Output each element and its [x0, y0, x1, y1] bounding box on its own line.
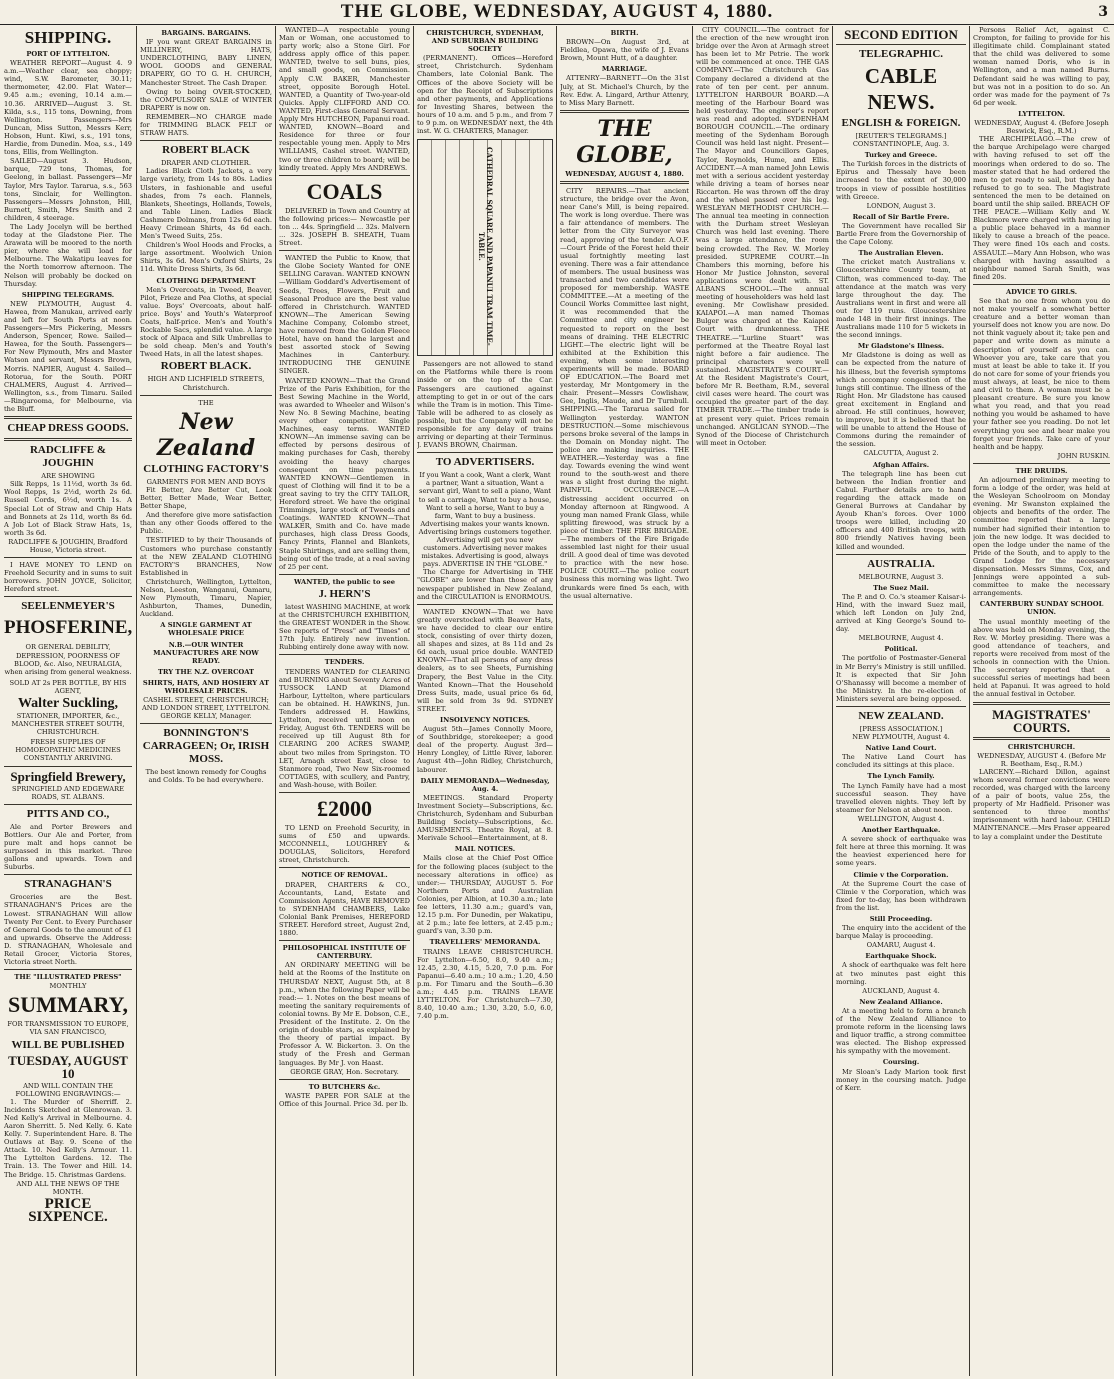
coals-heading: COALS [306, 178, 383, 204]
rj-showing: ARE SHOWING [41, 472, 95, 481]
factory-address: CASHEL STREET, CHRISTCHURCH; AND LONDON STREET, LYTTELTON. [141, 696, 271, 713]
clothing-factory-heading: CLOTHING FACTORY'S [143, 462, 269, 475]
earthquake-heading: Another Earthquake. [861, 826, 941, 835]
price-sixpence: PRICE SIXPENCE. [28, 1195, 108, 1225]
turkey-text: The Turkish forces in the districts of Epirus and Thessaly have been increased to the extent of 30,000 troops in view of possible hostilities with Greece. [836, 160, 966, 201]
column-3 [279, 26, 410, 1376]
australian-eleven-heading: The Australian Eleven. [858, 249, 944, 258]
lyttelton-text: THE ARCHIPELAGO.—The crew of the barque Archipelago were charged with having refused to set off the moorings when ordered to do so. The master stated that he had ordered the men to get ready to sail, but they had refused to go to sea. The Magistrate sentenced the men to be detained on board until the ship sailed. BREACH OF THE PEACE.—William Kelly and W. Blackmore were charged with having in a public place behaved in a manner likely to cause a breach of the peace. They were fined 10s each and costs. ASSAULT.—Mary Ann Hobson, who was charged with having assaulted a neighbour named Sarah Smith, was fined 20s. [973, 135, 1110, 281]
advertisers-heading: TO ADVERTISERS. [435, 456, 535, 469]
column-7 [836, 26, 966, 1376]
coals-text: DELIVERED in Town and Country at the following prices:— Newcastle per ton ... 44s. Springfield ... 32s. Malvern ... 32s. JOSEPH B. SHEATH, Tuam Street. [279, 206, 410, 248]
native-land-heading: Native Land Court. [865, 744, 937, 753]
bargains-text: IF you want GREAT BARGAINS in MILLINERY, HATS, UNDERCLOTHING, BABY LINEN, WOOL GOODS and GENERAL DRAPERY, GO TO G. H. CHURCH, Manchester Street. The Cash Draper. [140, 38, 272, 87]
contains: AND WILL CONTAIN THE FOLLOWING ENGRAVINGS:— [15, 1081, 121, 1098]
advice-heading: ADVICE TO GIRLS. [1005, 287, 1078, 296]
pitts-text: Ale and Porter Brewers and Bottlers. Our Ale and Porter, from pure malt and hops cannot be surpassed in this market. Three gallons and upwards. Town and Suburbs. [4, 822, 132, 872]
court-continued: Persons Relief Act, against C. Crompton, for failing to provide for his illegitimate child. Complainant stated that the child was delivered to some woman named Doris, who is in Wellington, and a man named Burns. Defendant said he was willing to pay, but was not in a position to do so. An order was made for the payment of 7s 6d per week. [973, 26, 1110, 107]
stranaghan-heading: STRANAGHAN'S [24, 878, 112, 891]
port-heading: PORT OF LYTTELTON. [26, 50, 110, 58]
branch-towns: Christchurch, Wellington, Lyttelton, Nelson, Leeston, Wanganui, Oamaru, New Plymouth, Timaru, Napier, Ashburton, Thames, Dunedin, Auckland. [140, 577, 272, 619]
lyttelton-date: WEDNESDAY, August 4. (Before Joseph Beswick, Esq., R.M.) [974, 119, 1109, 136]
pound-text: TO LEND on Freehold Security, in sums of £50 and upwards. MCCONNELL, LOUGHREY & DOUGLAS, Solicitors, Hereford street, Christchurch. [279, 823, 410, 865]
tram-timetable-label: CATHEDRAL SQUARE AND PAPANUI TRAM TIME-TABLE. [477, 146, 495, 346]
bonnington-heading: BONNINGTON'S CARRAGEEN; Or, IRISH MOSS. [142, 727, 270, 766]
birth-heading: BIRTH. [610, 29, 639, 37]
column-rule [136, 26, 137, 1376]
herns-heading: J. HERN'S [318, 587, 371, 600]
tram-timetable [417, 139, 553, 356]
frere-heading: Recall of Sir Bartle Frere. [852, 212, 950, 221]
arrivals-text: WEATHER REPORT—August 4. 9 a.m.—Weather clear, sea choppy; wind, S.W. Barometer, 30.11; thermometer, 42.00. Flat Water—9.45 a.m.; evening, 10.14 a.m.—10.36. ARRIVED—August 3. St. Kilda, s.s., 115 tons, Downing, from Wellington. Passengers—Mrs Duncan, Miss Sutton, Messrs Kerr, Hobson, Hunt. Kiwi, s.s., 191 tons, Hardie, from Dunedin. Moa, s.s., 149 tons, Ellis, from Wellington. [4, 59, 132, 157]
alliance-text: At a meeting held to form a branch of the New Zealand Alliance to promote reform in the licensing laws and liquor traffic, a strong committee was elected. The Bishop expressed his sympathy with the movement. [836, 1006, 966, 1056]
butchers-heading: TO BUTCHERS &c. [308, 1082, 381, 1091]
wanted-ads-2: WANTED the Public to Know, that the Globe Society Wanted for ONE SELLING Caravan. WANTED KNOWN—William Goddard's Advertisement of Seeds, Trees, Flowers, Fruit and Seasonal Produce are the best value offered in Christchurch. WANTED KNOWN—The American Sewing Machine Company, Colombo street, have removed from the Golden Fleece Hotel, have on hand the largest and best assorted stock of Sewing Machines in Canterbury. INTRODUCING THE GENUINE SINGER. [279, 254, 410, 376]
column-4 [417, 26, 553, 1376]
clothing-dept: CLOTHING DEPARTMENT [156, 276, 256, 285]
suez-mail-heading: The Suez Mail. [873, 583, 929, 592]
coursing-heading: Coursing. [882, 1058, 920, 1067]
herns-wanted: WANTED, the public to see [293, 577, 396, 586]
robert-black-heading: ROBERT BLACK [162, 144, 250, 157]
globe-date: WEDNESDAY, AUGUST 4, 1880. [565, 169, 684, 178]
cheap-dress-heading: CHEAP DRESS GOODS. [7, 422, 129, 435]
wanted-ads-1: WANTED—A respectable young Man or Woman, one accustomed to party work; also a Stone Girl. For address apply office of this paper. WANTED, twelve to sell buns, pies, and small goods, on Commission. Apply C.W. BAKER, Manchester street, opposite Borough Hotel. WANTED, a Quantity of Two-year-old Quicks. Apply CLIFFORD AND CO. WANTED, First-class General Servant. Apply Mrs HUTCHEON, Papanui road. WANTED, KNOWN—Board and Residence for three or four respectable young men. Apply to Mrs WILLIAMS, Cashel street. WANTED, two or three children to board; will be kindly treated. Apply Mrs ANDREWS. [279, 26, 410, 172]
still-text: The enquiry into the accident of the barque Malay is proceeding. [836, 924, 966, 941]
wanted-known: WANTED KNOWN—That we have greatly overstocked with Beaver Hats, we have decided to clear our entire stock, consisting of over thirty dozen, all shapes and sizes, at 8s 11d and 2s 6d each, usual price double. WANTED KNOWN—That all persons of any dress dealers, as to see Sheets, Furnishing Drapery, the Best Value in the City. Wanted Known—That the Household Dress Suits, made, usual price 6s 6d, will be sold from 3s 9d. SYDNEY STREET. [417, 607, 553, 713]
press-association: [PRESS ASSOCIATION.] [859, 725, 943, 733]
removal-text: DRAPER, CHARTERS & CO., Accountants, Land, Estate and Commission Agents, HAVE REMOVED to SYDENHAM CHAMBERS, Lake Colonial Bank Premises, HEREFORD STREET. Hereford street, August 2nd, 1880. [279, 880, 410, 938]
new-zealand-heading: New Zealand [156, 408, 256, 461]
testified-text: TESTIFIED to by their Thousands of Customers who purchase constantly at the NEW ZEALAND CLOTHING FACTORY'S BRANCHES, Now Established in [140, 536, 272, 577]
tenders-text: TENDERS WANTED for CLEARING and BURNING about Seventy Acres of TUSSOCK LAND at Diamond Harbour, Lyttelton, where particulars can be obtained. H. HAWKINS, Jun. Tenders addressed H. Hawkins, Lyttelton, received until noon on Friday, August 6th. TENDERS will be received up till August 8th for CLEARING 200 ACRES SWAMP, about two miles from Springston. TO LET, Arnagh street East, close to Stanmore road, Two New Six-roomed COTTAGES, with scullery, and Pantry, and Wash-house, with Boiler. [279, 667, 410, 789]
walter-suckling: Walter Suckling, [17, 696, 119, 711]
australian-eleven-text: The cricket match Australians v. Gloucestershire County team, at Clifton, was commenced to-day. The attendance at the match was very large throughout the day. The Australians went in first and were all out for 119 runs. Gloucestershire made 148 in their first innings. The Australians made 110 for 5 wickets in the second innings. [836, 258, 966, 340]
editorial-body: CITY REPAIRS.—That ancient structure, the bridge over the Avon, near Cane's Mill, is being repaired. The work is long overdue. There was a fair attendance of members. The letter from the City Surveyor was read, approving of the tender. A.O.F.—Court Pride of the Forest held their usual fortnightly meeting last evening. There was a fair attendance of members. The usual business was transacted and two candidates were proposed for membership. WASTE COMMITTEE.—At a meeting of the Council Works Committee last night, it was recommended that the Committee and city engineer be requested to report on the best means of draining. THE ELECTRIC LIGHT.—The electric light will be exhibited at the Exhibition this evening, when some interesting experiments will be made. BOARD OF EDUCATION.—The Board met yesterday, Mr Montgomery in the chair. Present—Messrs Cowlishaw, Gee, Inglis, Maude, and Dr Turnbull. SHIPPING.—The Tararua sailed for Wellington yesterday. WANTON DESTRUCTION.—Some mischievous persons broke several of the lamps in the Domain on Monday night. The police are making inquiries. THE WEATHER.—Yesterday was a fine day. Towards evening the wind went round to the south-west and there was a slight frost during the night. PAINFUL OCCURRENCE.—A distressing accident occurred on Monday afternoon at Ringwood. A young man named Frank Glass, while splitting firewood, was struck by a piece of timber. THE FIRE BRIGADE.—The members of the Fire Brigade assembled last night for their usual drill. A good deal of time was devoted to practice with the new hose. POLICE COURT.—The police court business this morning was light. Two drunkards were fined 5s each, with the usual alternative. [560, 186, 689, 600]
removal-heading: NOTICE OF REMOVAL. [301, 871, 388, 880]
building-society-heading: CHRISTCHURCH, SYDENHAM, AND SUBURBAN BUILDING SOCIETY [426, 29, 544, 54]
christchurch-heading: CHRISTCHURCH. [1007, 742, 1076, 751]
tenders-heading: TENDERS. [324, 658, 365, 667]
telegrams-heading: SHIPPING TELEGRAMS. [21, 290, 115, 299]
monthly: MONTHLY [49, 982, 87, 991]
brewery-address: SPRINGFIELD AND EDGEWARE ROADS, ST. ALBANS. [12, 784, 124, 801]
building-society-text: (PERMANENT). Offices—Hereford street, Christchurch. Sydenham Chambers, late Colonial Bank. The Offices of the above Society will be open for the Receipt of Subscriptions and other payments, and Applications for Investing Shares, between the hours of 10 a.m. and 5 p.m., and from 7 to 9 p.m. on WEDNESDAY next, the 4th inst. W. G. CHARTERS, Manager. [417, 54, 553, 136]
garments-line: GARMENTS FOR MEN AND BOYS [146, 477, 266, 486]
overstocked-text: Owing to being OVER-STOCKED, the COMPULSORY SALE of WINTER DRAPERY is now on. [140, 87, 272, 112]
oamaru-date: OAMARU, August 4. [866, 941, 936, 950]
bargains-heading: BARGAINS. BARGAINS. [161, 29, 251, 37]
expected-text: The Lady Jocelyn will be berthed today at the Gladstone Pier. The Arawata will be moored to the north pier, where she will load for Melbourne. The Wakatipu leaves for the North tomorrow afternoon. The Nelson will probably be docked on Thursday. [4, 222, 132, 288]
single-garment: A SINGLE GARMENT AT WHOLESALE PRICE [160, 621, 252, 638]
telegraphic-heading: TELEGRAPHIC. [858, 48, 944, 60]
column-rule [556, 26, 557, 1376]
engravings-list: 1. The Murder of Sherriff. 2. Incidents Sketched at Glenrowan. 3. Ned Kelly's Arrival in Melbourne. 4. Aaron Sherritt. 5. Ned Kelly. 6. Kate Kelly. 7. Superintendent Hare. 8. The Outlaws at Bay. 9. Scene of the Attack. 10. Ned Kelly's Armour. 11. The Lyttelton Gardens. 12. The Train. 13. The Tower and Hill. 14. The Bridge. 15. Christmas Gardens. [4, 1097, 132, 1179]
circulation-text: The Charge for Advertising in THE "GLOBE" are lower than those of any newspaper published in New Zealand, and the CIRCULATION is ENORMOUS. [417, 568, 553, 601]
marriage-text: ATTENRY—BARNETT—On the 31st July, at St. Michael's Church, by the Rev. Edw. A. Lingard, Arthur Attenry, to Miss Mary Barnett. [560, 74, 689, 107]
rj-name: RADCLIFFE & JOUGHIN [29, 444, 107, 470]
robert-black-address: HIGH AND LICHFIELD STREETS, Christchurch. [147, 375, 265, 392]
summary-heading: SUMMARY, [7, 992, 129, 1018]
winter-manufactures: N.B.—OUR WINTER MANUFACTURES ARE NOW READY. [153, 640, 259, 665]
column-2 [140, 26, 272, 1376]
shipping-heading: SHIPPING. [24, 28, 112, 47]
mail-notices-heading: MAIL NOTICES. [454, 845, 516, 854]
mail-notices-text: Mails close at the Chief Post Office for the following places (subject to the necessary alterations in office) as under:— THURSDAY, AUGUST 5. For Northern Ports and Australian Colonies, per Albion, at 10.30 a.m.; late fee letters, 11.30 a.m.; guard's van, 12.15 p.m. For Dunedin, per Wakatipu, at 2 p.m.; late fee letters, at 2.45 p.m.; guard's van, 3.30 p.m. [417, 854, 553, 936]
melbourne-date: MELBOURNE, August 3. [858, 572, 944, 581]
alliance-heading: New Zealand Alliance. [859, 997, 943, 1006]
try-overcoat: TRY THE N.Z. OVERCOAT [157, 667, 255, 676]
column-rule [692, 26, 693, 1376]
suez-mail-text: The P. and O. Co.'s steamer Kaisar-i-Hind, with the inward Suez mail, which left London on July 2nd, arrived at King George's Sound to-day. [836, 592, 966, 634]
telegrams-text: NEW PLYMOUTH, August 4. Hawea, from Manukau, arrived early and left for South Ports at noon. Passengers—Mrs Pickering, Messrs Anderson, Spencer, Rowe. Sailed—Hawea, for the South. Passengers—For New Plymouth, Mrs and Master Watson and servant, Messrs Brown, Morris. NAPIER, August 4. Sailed—Rotorua, for the South. PORT CHALMERS, August 4. Arrived—Wellington, s.s., from Timaru. Sailed—Ringarooma, for Melbourne, via the Bluff. [4, 299, 132, 414]
afghan-text: The telegraph line has been cut between the Indian frontier and Cabul. Further details are to hand regarding the attack made on General Burrows at Candahar by Ayoub Khan's forces. Over 1000 troops were killed, including 20 officers and 400 British troops, with 800 friendly Natives having been killed and wounded. [836, 469, 966, 551]
travellers-heading: TRAVELLERS' MEMORANDA. [429, 938, 541, 947]
news-body: CITY COUNCIL.—The contract for the erection of the new wrought iron bridge over the Avon at Armagh street has been let to Mr Petrie. The work will be commenced at once. THE GAS COMPANY.—The Christchurch Gas Company declared a dividend at the rate of ten per cent. per annum. LYTTELTON HARBOUR BOARD.—A meeting of the Harbour Board was held yesterday. The engineer's report was read and adopted. SYDENHAM BOROUGH COUNCIL.—The ordinary meeting of the Sydenham Borough Council was held last night. Present—The Mayor and Councillors Gapes, Taylor, Reynolds, Hume, and Ellis. ACCIDENT.—A man named John Lewis met with a serious accident yesterday while driving a team of horses near Riccarton. He was thrown off the dray and the wheel passed over his leg. WESLEYAN METHODIST CHURCH.—The annual tea meeting in connection with the Durham street Wesleyan Church was held last evening. There was a large attendance, the room being crowded. The Rev. W. Morley presided. SUPREME COURT.—In Chambers this morning, before his Honor Mr Justice Johnston, several applications were dealt with. ST. ALBANS SCHOOL.—The annual meeting of householders was held last evening. Mr Cowlishaw presided. KAIAPOI.—A man named Thomas Bulger was charged at the Kaiapoi Court with drunkenness. THE THEATRE.—"Lurline Stuart" was performed at the Theatre Royal last night before a fair audience. The principal characters were well sustained. MAGISTRATE'S COURT.—At the Resident Magistrate's Court, before Mr R. Beetham, R.M., several civil cases were heard. The court was occupied the greater part of the day. TIMBER TRADE.—The timber trade is at present very quiet. Prices remain unchanged. ANGLICAN SYNOD.—The Synod of the Diocese of Christchurch will meet in October. [696, 26, 829, 447]
illustrated-press: THE "ILLUSTRATED PRESS" [14, 973, 122, 982]
frere-text: The Government have recalled Sir Bartle Frere from the Governorship of the Cape Colony. [836, 221, 966, 247]
english-foreign: ENGLISH & FOREIGN. [841, 117, 961, 129]
pitts-heading: PITTS AND CO., [26, 807, 110, 820]
will-be-published: WILL BE PUBLISHED [11, 1038, 125, 1051]
column-5 [560, 26, 689, 1376]
sunday-school-heading: CANTERBURY SUNDAY SCHOOL UNION. [979, 600, 1104, 617]
factory-manager: GEORGE KELLY, Manager. [160, 712, 252, 721]
pound-heading: £2000 [317, 795, 372, 821]
earthquake-shock-text: A shock of earthquake was felt here at two minutes past eight this morning. [836, 961, 966, 986]
marriage-heading: MARRIAGE. [601, 65, 648, 74]
magistrates-heading: MAGISTRATES' COURTS. [992, 706, 1091, 735]
christchurch-text: LARCENY.—Richard Dillon, against whom several former convictions were recorded, was charged with the larceny of a pair of boots, value 25s, the property of Mr Hadfield. Prisoner was sentenced to three months' imprisonment with hard labour. CHILD MAINTENANCE.—Mrs Fraser appeared to lay a complaint under the Destitute [973, 767, 1110, 841]
afghan-heading: Afghan Affairs. [872, 460, 930, 469]
druids-text: An adjourned preliminary meeting to form a lodge of the order, was held at the Wesleyan Schoolroom on Monday evening. Mr Swanston explained the objects and benefits of the order. The committee reported that a large number had signified their intention to join the new lodge. It was decided to open the lodge under the name of the Pride of the South, and to apply to the Grand Lodge for the necessary dispensation. Messrs Simms, Cox, and Jennings were appointed a sub-committee to make the necessary arrangements. [973, 475, 1110, 598]
robert-black-sign: ROBERT BLACK. [160, 360, 252, 373]
all-news: AND ALL THE NEWS OF THE MONTH. [16, 1179, 120, 1196]
masthead-title: THE GLOBE, WEDNESDAY, AUGUST 4, 1880. [340, 1, 774, 22]
climie-heading: Climie v the Corporation. [853, 870, 949, 879]
shirts-hats: SHIRTS, HATS, AND HOSIERY AT WHOLESALE PRICES. [142, 678, 270, 695]
money-ad: I HAVE MONEY TO LEND on Freehold Security and in sums to suit borrowers. JOHN JOYCE, Solicitor, Hereford street. [4, 561, 132, 594]
herns-text: latest WASHING MACHINE, at work at the CHRISTCHURCH EXHIBITION, the GREATEST WONDER in the Show. See reports of "Press" and "Times" of 17th July. Entirely new invention. Rubbing entirely done away with now. [279, 602, 410, 652]
daily-memoranda-heading: DAILY MEMORANDA—Wednesday, Aug. 4. [420, 776, 550, 793]
clothing-text: Men's Overcoats, in Tweed, Beaver, Pilot, Frieze and Pea Cloths, at special value. Boys' Overcoats, about half-price. Boys' and Youth's Waterproof Coats, half-price. Men's and Youth's Rockable Sacs, splendid value. A large stock of Alpaca and Silk Umbrellas to be sold cheap. Men's and Youth's Tweed Hats, in all the latest shapes. [140, 285, 272, 359]
lynch-text: The Lynch Family have had a most successful season. They have travelled eleven nights. They left by steamer for Nelson at about noon. [836, 781, 966, 814]
phosferine-text: OR GENERAL DEBILITY, DEPRESSION, POORNESS OF BLOOD, &c. Also, NEURALGIA, when arising from general weakness. [4, 643, 132, 676]
the-label: THE [198, 398, 214, 407]
tuesday-date: TUESDAY, AUGUST 10 [8, 1052, 128, 1081]
political-heading: Political. [884, 645, 918, 654]
column-rule [413, 26, 414, 1376]
secretary: GEORGE GRAY, Hon. Secretary. [290, 1067, 399, 1076]
page-number: 3 [1098, 4, 1108, 20]
insolvency-text: August 5th—James Connolly Moore, of Southbridge, storekeeper; a good deal of the property. August 3rd—Henry Longley, of Little River, laborer. August 4th—John Ridley, Christchurch, labourer. [417, 725, 553, 774]
remember-text: REMEMBER—NO CHARGE made for TRIMMING BLACK FELT or STRAW HATS. [140, 112, 272, 138]
daily-memoranda-text: MEETINGS. Standard Property Investment Society—Subscriptions, &c. Christchurch, Sydenham and Suburban Building Society—Subscriptions, &c. AMUSEMENTS. Theatre Royal, at 8. Merivale School—Entertainment, at 8. [417, 793, 553, 843]
column-rule [832, 26, 833, 1376]
bonnington-text: The best known remedy for Coughs and Colds. To be had everywhere. [145, 768, 267, 785]
rj-items: Silk Repps, 1s 11½d, worth 3s 6d. Wool Repps, 1s 2½d, worth 2s 6d. Russell Cords, 6½d, worth 1s. A Special Lot of Straw and Chip Hats and Bonnets at 2s 11d, worth 8s 6d. A Job Lot of Black Straw Hats, 1s, worth 3s 6d. [4, 480, 132, 537]
earthquake-text: A severe shock of earthquake was felt here at three this morning. It was the heaviest experienced here for some years. [836, 835, 966, 868]
column-1 [4, 26, 132, 1376]
insolvency-heading: INSOLVENCY NOTICES. [439, 715, 530, 724]
phosferine-heading: PHOSFERINE, [4, 617, 132, 639]
melbourne-date-2: MELBOURNE, August 4. [858, 634, 944, 643]
ws-address: STATIONER, IMPORTER, &c., MANCHESTER STREET SOUTH, CHRISTCHURCH. [11, 712, 125, 737]
reuter-line: [REUTER'S TELEGRAMS.] [855, 132, 947, 140]
cable-news-heading: CABLE NEWS. [864, 64, 938, 114]
stranaghan-text: Groceries are the Best. STRANAGHAN'S Prices are the Lowest. STRANAGHAN Will allow Twenty Per Cent. to Every Purchaser of General Goods to the amount of £1 and upwards. Observe the Address: D. STRANAGHAN, Wholesale and Retail Grocer, Victoria Stores, Victoria street North. [4, 893, 132, 967]
druids-heading: THE DRUIDS. [1015, 466, 1068, 475]
ruskin-signature: JOHN RUSKIN. [1057, 451, 1110, 460]
political-text: The portfolio of Postmaster-General in Mr Berry's Ministry is still unfilled. It is expected that Sir John O'Shanassy will become a member of the Ministry. In the re-election of Ministers several are being opposed. [836, 654, 966, 703]
lyttelton-heading: LYTTELTON. [1018, 109, 1065, 118]
coursing-text: Mr Sloan's Lady Marion took first money in the coursing match. Judge of Kerr. [836, 1067, 966, 1092]
advertisers-list: If you Want a cook, Want a clerk, Want a partner, Want a situation, Want a servant girl, Want to sell a piano, Want to sell a carriage, Want to buy a house, Want to sell a horse, Want to buy a farm, Want to buy a business. Advertising makes your wants known. Advertising brings customers together. Advertising will get you new customers. Advertising never makes mistakes. Advertising is good, always pays. ADVERTISE IN THE "GLOBE." [418, 471, 552, 569]
native-land-text: The Native Land Court has concluded its sittings at this place. [836, 753, 966, 770]
climie-text: At the Supreme Court the case of Climie v the Corporation, which was fixed for to-day, has been withdrawn from the list. [836, 879, 966, 912]
turkey-heading: Turkey and Greece. [864, 151, 938, 160]
the-globe-heading: THE GLOBE, [576, 115, 673, 168]
robert-black-text: Ladies Black Cloth Jackets, a very large variety, from 14s to 80s. Ladies Ulsters, in fashionable and useful shades, from 7s each. Flannels, Blankets, Sheetings, Hollands, Towels, and Table Linen. Ladies Black Cashmere Dolmans, from 12s 6d each. Heavy Crimean Shirts, 4s 6d each. Men's Tweed Suits, 25s. [140, 167, 272, 241]
philosophical-heading: PHILOSOPHICAL INSTITUTE OF CANTERBURY. [282, 944, 407, 961]
calcutta-date: CALCUTTA, August 2. [863, 449, 939, 458]
summary-text: FOR TRANSMISSION TO EUROPE, VIA SAN FRANCISCO, [7, 1020, 129, 1037]
christchurch-date: WEDNESDAY, AUGUST 4. (Before Mr R. Beetham, Esq., R.M.) [977, 751, 1106, 768]
sunday-school-text: The usual monthly meeting of the above was held on Monday evening, the Rev. W. Morley presiding. There was a good attendance of teachers, and reports were received from most of the schools in connection with the Union. The secretary reported that a successful series of meetings had been held at Papanui. It was agreed to hold the annual festival in October. [973, 617, 1110, 699]
sold-at: SOLD AT 2s PER BOTTLE, BY HIS AGENT, [9, 678, 127, 695]
masthead [0, 0, 1114, 25]
column-rule [275, 26, 276, 1376]
new-plymouth-date: NEW PLYMOUTH, August 4. [852, 733, 950, 742]
gladstone-text: Mr Gladstone is doing as well as can be expected from the nature of his illness, but the feverish symptoms which accompany congestion of the lungs still continue. The illness of the Right Hon. Mr Gladstone has caused great excitement in England and abroad. He still continues, however, to improve, but it is believed that he will be unable to attend the House of Commons during the remainder of the session. [836, 351, 966, 449]
new-zealand-news-heading: NEW ZEALAND. [858, 710, 944, 722]
column-6 [696, 26, 829, 1376]
springfield-brewery: Springfield Brewery, [10, 768, 126, 784]
column-8 [973, 26, 1110, 1376]
give-satisfaction: And therefore give more satisfaction than any other Goods offered to the Public. [140, 511, 272, 536]
draper-clothier: DRAPER AND CLOTHIER. [161, 159, 251, 168]
sailed-text: SAILED—August 3. Hudson, barque, 729 tons, Thomas, for Geelong, in ballast. Passengers—Mr Taylor, Mrs Taylor. Tararua, s.s., 563 tons, Sinclair, for Wellington. Passengers—Messrs Johnston, Hill, Burnett, Smith, Mrs Smith and 2 children, 4 steerage. [4, 157, 132, 222]
birth-text: BROWN—On August 3rd, at Fieldlea, Opawa, the wife of J. Evans Brown, Mount Hutt, of a daughter. [560, 38, 689, 63]
advice-text: See that no one from whom you do not make yourself a somewhat better creature and a better woman than yourself does not know you are now. Do not think vaguely about it; take pen and paper and write down as minute a description of yourself as you can. Whoever you are, take care that you must at least be able to take it. If you do not care for some of your friends you must always, at least, be nice to them and civil to them. A woman must be a pleasant creature. Be sure you know what you read, and that you read nothing you would be ashamed to have your father see you reading. Do not let everything you see and hear make you forget your friends. Take care of your health and be happy. [973, 297, 1110, 451]
still-heading: Still Proceeding. [869, 914, 933, 923]
second-edition: SECOND EDITION [844, 27, 958, 42]
fit-better: Fit Better, Are Better Cut, Look Better, Better Made, Wear Better, Better Shape, [140, 485, 272, 511]
wanted-ads-3: WANTED KNOWN—That the Grand Prize of the Paris Exhibition, for the Best Sewing Machine in the World, was awarded to Wheeler and Wilson's New No. 8 Sewing Machine, beating every other competitor. Single Machines, easy terms. WANTED KNOWN—An immense saving can be effected by persons desirous of making purchases for Cash, thereby avoiding the heavy charges consequent on time payments. WANTED KNOWN—Gentlemen in quest of Clothing will find it to be a great saving to try the CITY TAILOR, Hereford street. We have the original Trimmings, large stock of Tweeds and Coatings. WANTED KNOWN—That WALKER, Smith and Co. have made purchases, high class Dress Goods, Fancy Prints, Flannel and Blankets, Staple Shirtings, and are selling them, being out of the trade, at a real saving of 25 per cent. [279, 376, 410, 571]
london-date: LONDON, August 3. [866, 201, 936, 210]
wellington-date: WELLINGTON, August 4. [857, 814, 945, 823]
constantinople-date: CONSTANTINOPLE, Aug. 3. [852, 140, 950, 149]
gladstone-heading: Mr Gladstone's Illness. [857, 342, 945, 351]
waste-paper: WASTE PAPER FOR SALE at the Office of this Journal. Price 3d. per lb. [279, 1091, 410, 1108]
travellers-text: TRAINS LEAVE CHRISTCHURCH. For Lyttelton—6.50, 8.0, 9.40 a.m.; 12.45, 2.30, 4.15, 5.20, 7.0 p.m. For Papanui—6.40 a.m.; 10 a.m.; 1.20, 4.50 p.m. For Timaru and the South—6.30 a.m.; 4.45 p.m. TRAINS LEAVE LYTTELTON. For Christchurch—7.30, 8.40, 10.40 a.m.; 1.30, 3.20, 5.0, 6.0, 7.40 p.m. [417, 947, 553, 1021]
passenger-notice: Passengers are not allowed to stand on the Platforms while there is room inside or on the top of the Car. Passengers are cautioned against attempting to get in or out of the cars while the Tram is in motion. This Time-Table will be adhered to as closely as possible, but the Company will not be responsible for any delay of trains arriving or departing at their Terminus. J. EVANS BROWN, Chairman. [417, 360, 553, 450]
auckland-date: AUCKLAND, August 4. [862, 986, 940, 995]
lynch-heading: The Lynch Family. [867, 772, 935, 781]
robert-black-more: Children's Wool Hoods and Frocks, a large assortment. Woolwich Union Shirts, 3s 6d. Men's Oxford Shirts, 2s 11d. White Dress Shirts, 3s 6d. [140, 241, 272, 274]
australia-heading: AUSTRALIA. [867, 557, 935, 570]
column-rule [969, 26, 970, 1376]
philosophical-text: AN ORDINARY MEETING will be held at the Rooms of the Institute on THURSDAY NEXT, August 5th, at 8 p.m., when the following Paper will be read:— 1. Notes on the best means of meeting the sanitary requirements of colonial towns. By Mr E. Dobson, C.E., President of the Institute. 2. On the origin of double stars, as explained by the theory of partial impact. By Professor A. W. Bickerton. 3. On the study of the Fresh and German languages. By Mr J. von Haast. [279, 961, 410, 1067]
rj-address: RADCLIFFE & JOUGHIN, Bradford House, Victoria street. [8, 537, 128, 554]
fresh-supplies: FRESH SUPPLIES OF HOMOEOPATHIC MEDICINES CONSTANTLY ARRIVING. [15, 738, 121, 763]
seelenmeyer-heading: SEELENMEYER'S [21, 600, 115, 613]
earthquake-shock-heading: Earthquake Shock. [865, 952, 937, 961]
